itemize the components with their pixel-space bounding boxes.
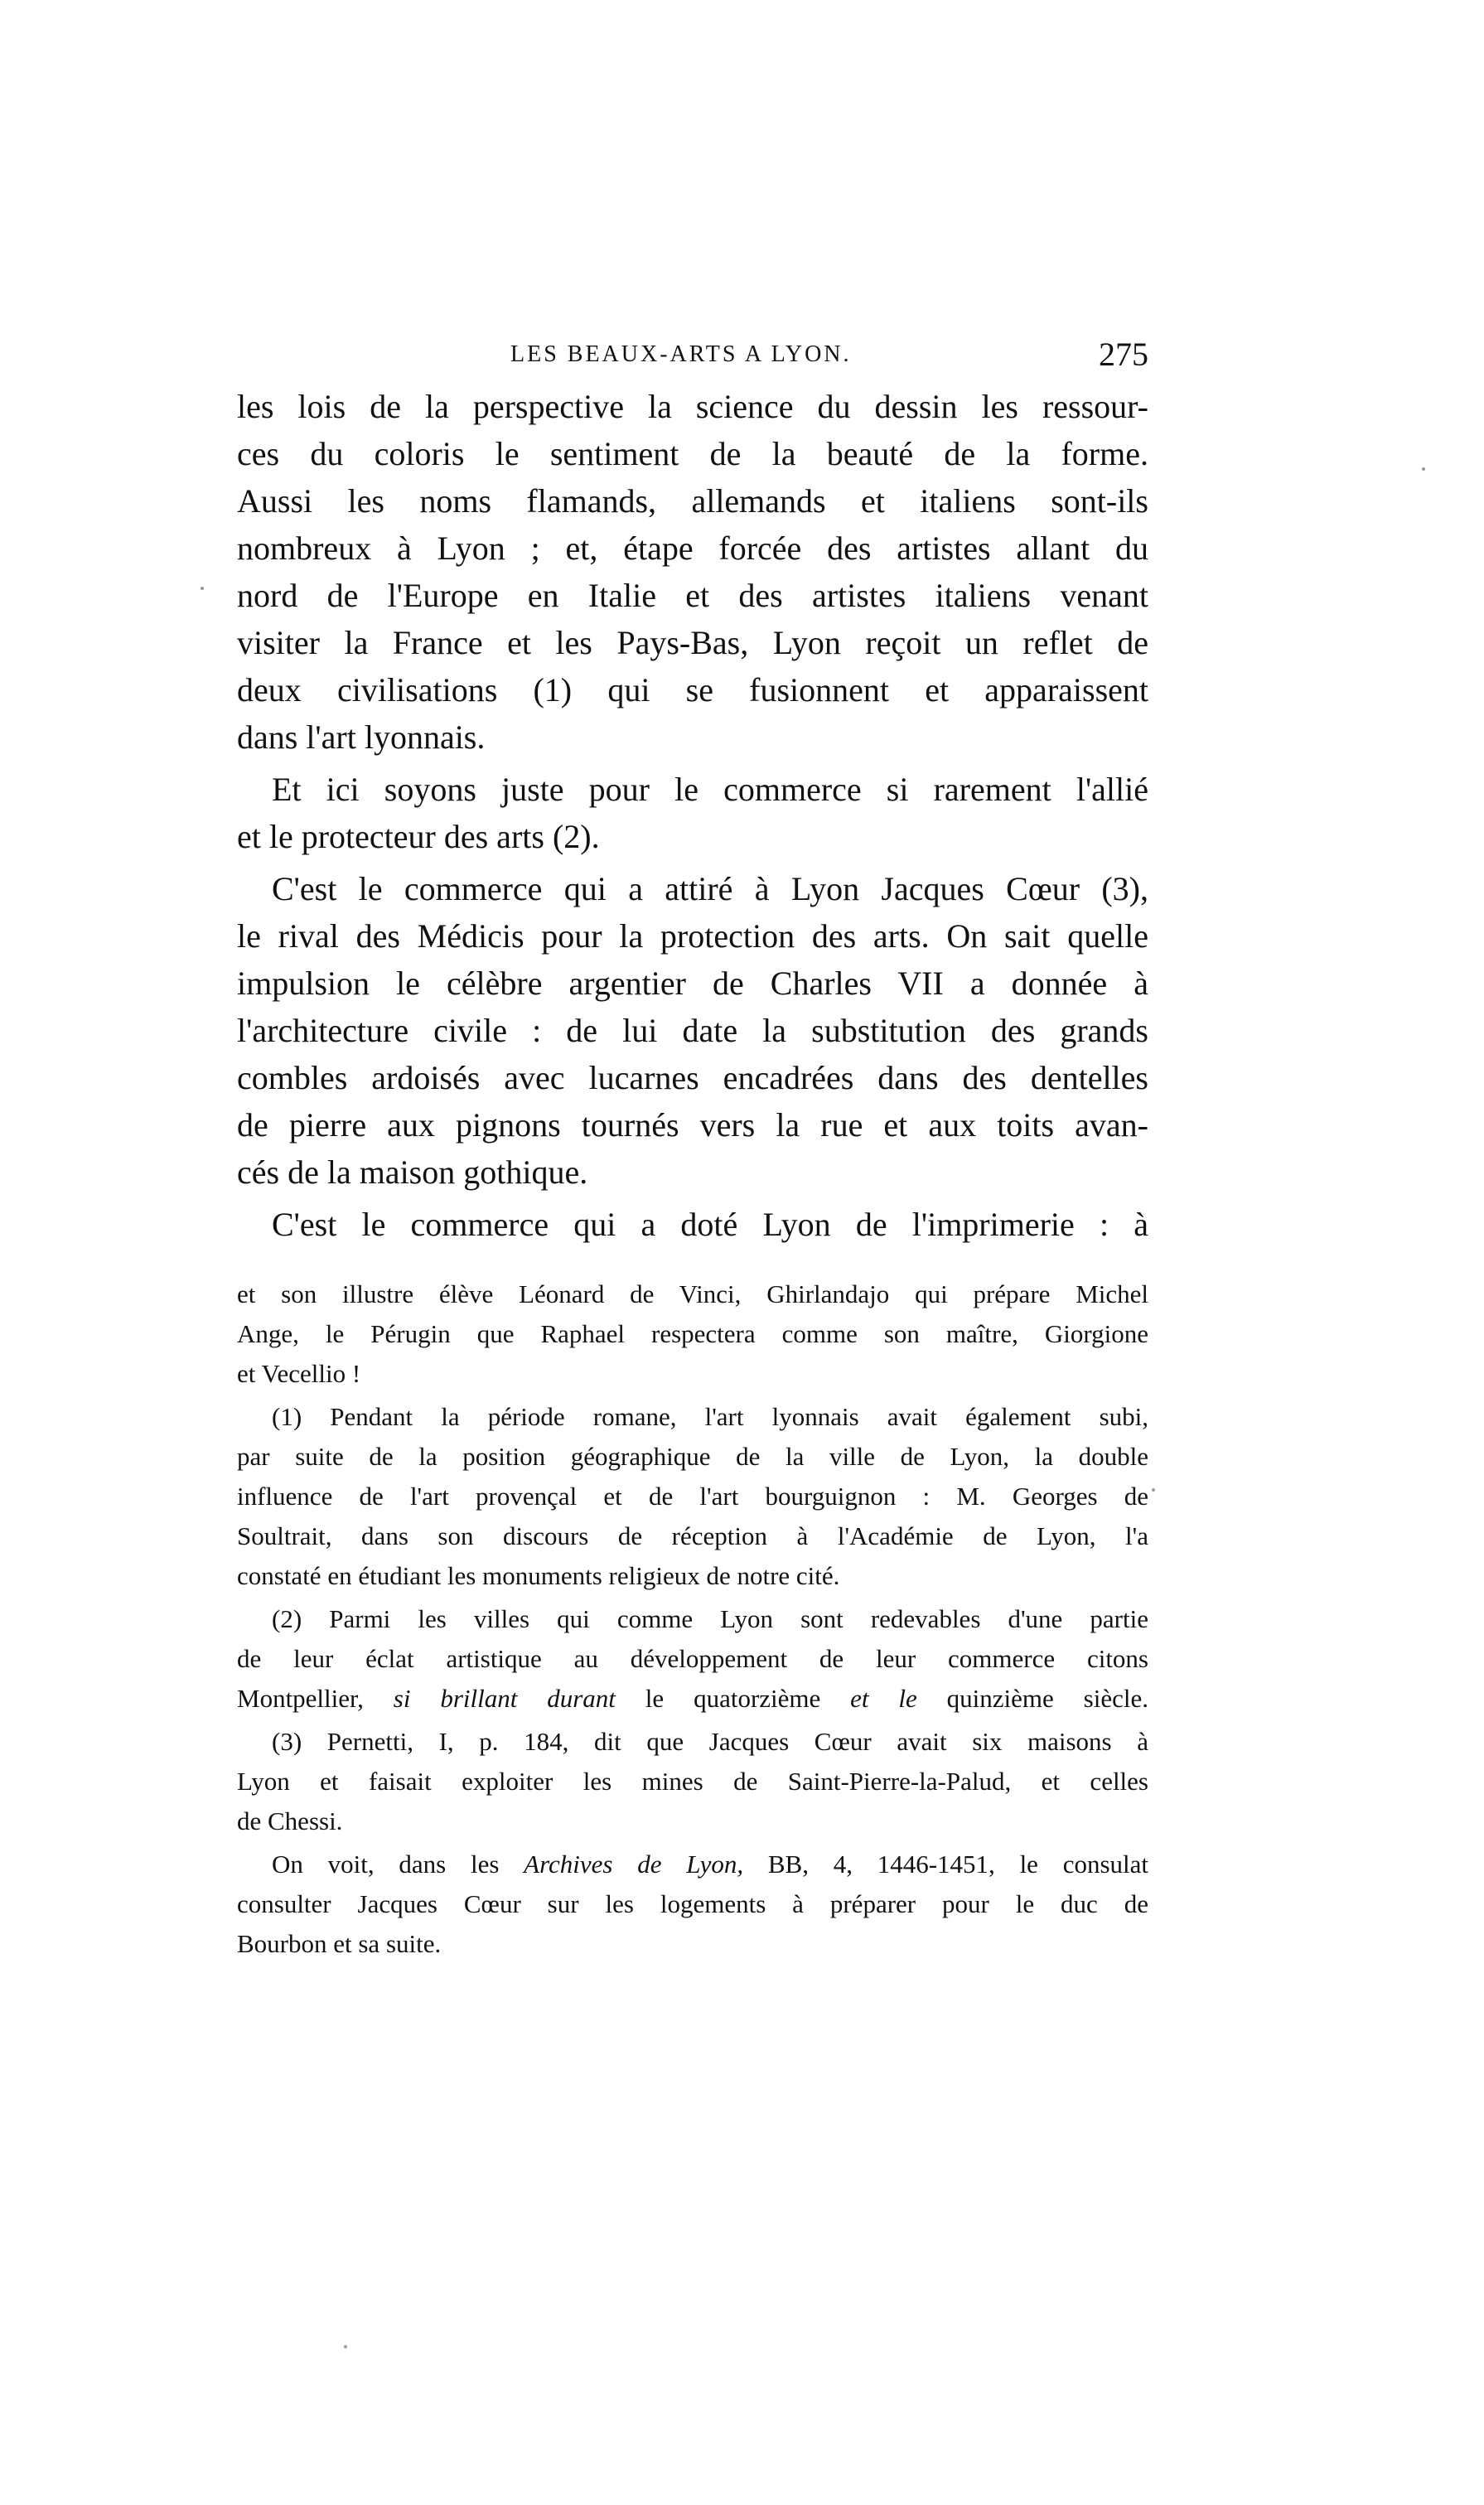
footnote-line: Ange, le Pérugin que Raphael respectera comme son maître, Giorgione xyxy=(237,1319,1148,1348)
paragraph xyxy=(237,865,1148,1196)
text-line: de pierre aux pignons tournés vers la rue et aux toits avan- xyxy=(237,1106,1148,1144)
footnote-line: consulter Jacques Cœur sur les logements à préparer pour le duc de xyxy=(237,1889,1148,1918)
text-line: visiter la France et les Pays-Bas, Lyon reçoit un reflet de xyxy=(237,624,1148,661)
footnote-line: Bourbon et sa suite. xyxy=(237,1929,442,1958)
text-line: combles ardoisés avec lucarnes encadrées dans des dentelles xyxy=(237,1059,1148,1096)
footnote-line xyxy=(237,1679,1148,1719)
footnote-text: le quatorzième xyxy=(615,1684,851,1713)
footnote-italic: Archives de Lyon, xyxy=(524,1850,744,1879)
footnote-text: quinzième siècle. xyxy=(916,1684,1149,1713)
footnote-line: et Vecellio ! xyxy=(237,1359,361,1388)
footnote-line: (3) Pernetti, I, p. 184, dit que Jacques Cœur avait six maisons à xyxy=(272,1727,1148,1756)
text-line: Et ici soyons juste pour le commerce si rarement l'allié xyxy=(272,771,1148,808)
paragraph xyxy=(237,766,1148,860)
footnote-text: Montpellier, xyxy=(237,1684,394,1713)
text-line: les lois de la perspective la science du dessin les ressour- xyxy=(237,388,1148,425)
text-line: dans l'art lyonnais. xyxy=(237,718,486,756)
footnote-italic: et le xyxy=(850,1684,917,1713)
footnote-line: de Chessi. xyxy=(237,1806,343,1835)
running-head xyxy=(237,336,1148,383)
text-line: nombreux à Lyon ; et, étape forcée des artistes allant du xyxy=(237,530,1148,567)
footnote-text: On voit, dans les xyxy=(272,1850,524,1879)
main-text xyxy=(237,383,1148,1248)
paper-speck xyxy=(1152,1488,1155,1492)
paper-speck xyxy=(201,587,204,590)
footnote-line: influence de l'art provençal et de l'art bourguignon : M. Georges de xyxy=(237,1482,1148,1511)
footnote-continuation xyxy=(237,1274,1148,1394)
footnote-3 xyxy=(237,1722,1148,1841)
text-line: Aussi les noms flamands, allemands et italiens sont-ils xyxy=(237,482,1148,520)
text-line: et le protecteur des arts (2). xyxy=(237,818,600,855)
text-line: C'est le commerce qui a attiré à Lyon Jacques Cœur (3), xyxy=(272,870,1148,907)
paragraph xyxy=(237,1201,1148,1248)
footnote-line: constaté en étudiant les monuments religieux de notre cité. xyxy=(237,1561,840,1590)
footnotes xyxy=(237,1274,1148,1964)
footnote-line: par suite de la position géographique de la ville de Lyon, la double xyxy=(237,1442,1148,1471)
footnote-italic: si brillant durant xyxy=(393,1684,616,1713)
text-line: le rival des Médicis pour la protection des arts. On sait quelle xyxy=(237,917,1148,955)
footnote-line: de leur éclat artistique au développement de leur commerce citons xyxy=(237,1644,1148,1673)
footnote-line: (1) Pendant la période romane, l'art lyonnais avait également subi, xyxy=(272,1402,1148,1431)
paper-speck xyxy=(344,2345,347,2348)
footnote-line: Soultrait, dans son discours de réception à l'Académie de Lyon, l'a xyxy=(237,1521,1148,1550)
footnote-line: Lyon et faisait exploiter les mines de Saint-Pierre-la-Palud, et celles xyxy=(237,1767,1148,1796)
text-line: deux civilisations (1) qui se fusionnent et apparaissent xyxy=(237,671,1148,708)
footnote-line: (2) Parmi les villes qui comme Lyon sont redevables d'une partie xyxy=(272,1604,1148,1633)
paragraph xyxy=(237,383,1148,761)
footnote-3-continued xyxy=(237,1845,1148,1964)
paper-speck xyxy=(1422,467,1425,471)
footnote-line xyxy=(237,1845,1148,1884)
footnote-text: BB, 4, 1446-1451, le consulat xyxy=(743,1850,1149,1879)
text-line: impulsion le célèbre argentier de Charles VII a donnée à xyxy=(237,965,1148,1002)
footnote-1 xyxy=(237,1397,1148,1596)
footnote-2 xyxy=(237,1599,1148,1719)
text-line: C'est le commerce qui a doté Lyon de l'imprimerie : à xyxy=(272,1206,1148,1243)
running-title: LES BEAUX-ARTS A LYON. xyxy=(510,341,852,367)
text-line: l'architecture civile : de lui date la substitution des grands xyxy=(237,1012,1148,1049)
page-number: 275 xyxy=(1099,336,1148,373)
footnote-line: et son illustre élève Léonard de Vinci, Ghirlandajo qui prépare Michel xyxy=(237,1279,1148,1308)
text-line: ces du coloris le sentiment de la beauté de la forme. xyxy=(237,435,1148,472)
text-line: cés de la maison gothique. xyxy=(237,1153,588,1191)
text-line: nord de l'Europe en Italie et des artistes italiens venant xyxy=(237,577,1148,614)
